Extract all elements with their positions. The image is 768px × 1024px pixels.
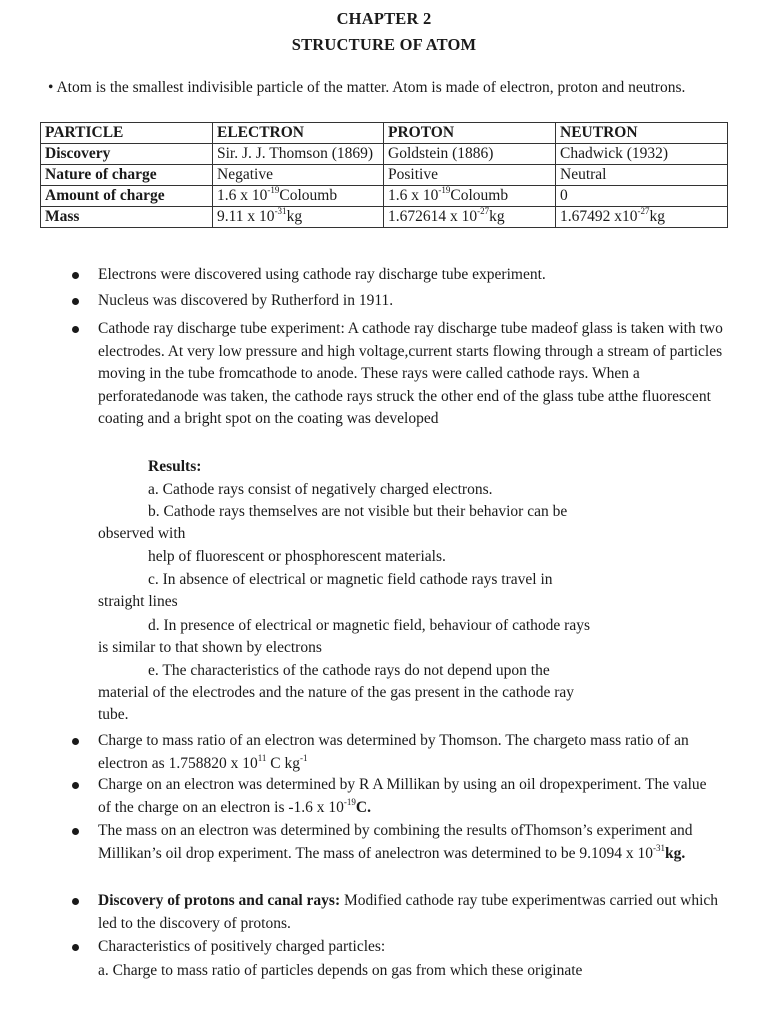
header-particle: PARTICLE bbox=[41, 123, 213, 144]
header-electron: ELECTRON bbox=[213, 123, 384, 144]
value-base: 9.11 x 10 bbox=[217, 208, 275, 225]
bullet-dot bbox=[72, 944, 79, 951]
row-label: Amount of charge bbox=[41, 186, 213, 207]
cell-proton-amount bbox=[384, 186, 556, 207]
characteristic-a: a. Charge to mass ratio of particles depends on gas from which these originate bbox=[98, 962, 583, 979]
bullet-cathode-experiment: Cathode ray discharge tube experiment: A cathode ray discharge tube madeof glass is taken with two electrodes. At very low pressure and high voltage,current starts flowing through a stream of particles moving in the tube fromcathode to anode. These rays were called cathode rays. When a perforatedanode was taken, the cathode rays struck the other end of the glass tube atthe fluorescent coating and a bright spot on the coating was developed bbox=[98, 320, 723, 427]
table-header-row bbox=[41, 123, 728, 144]
table-row-nature bbox=[41, 165, 728, 186]
cell-neutron-discovery: Chadwick (1932) bbox=[556, 144, 728, 165]
row-label: Discovery bbox=[41, 144, 213, 165]
result-b-line2: observed with bbox=[98, 525, 186, 542]
value-base: 1.672614 x 10 bbox=[388, 208, 478, 225]
cell-proton-discovery: Goldstein (1886) bbox=[384, 144, 556, 165]
bullet-nucleus-discovery: Nucleus was discovered by Rutherford in 1911. bbox=[98, 292, 394, 309]
row-label: Nature of charge bbox=[41, 165, 213, 186]
value-exponent: -27 bbox=[637, 206, 650, 216]
bullet-dot bbox=[72, 272, 79, 279]
result-c-line1: c. In absence of electrical or magnetic field cathode rays travel in bbox=[148, 571, 553, 588]
cell-electron-nature: Negative bbox=[213, 165, 384, 186]
value-unit: kg bbox=[489, 208, 505, 225]
particle-table bbox=[40, 122, 728, 228]
result-c-line2: straight lines bbox=[98, 593, 178, 610]
result-a: a. Cathode rays consist of negatively charged electrons. bbox=[148, 481, 493, 498]
value-exponent: -19 bbox=[267, 185, 280, 195]
value-base: 1.67492 x10 bbox=[560, 208, 638, 225]
bullet-electron-discovery: Electrons were discovered using cathode ray discharge tube experiment. bbox=[98, 266, 546, 283]
bullet-dot bbox=[72, 738, 79, 745]
cell-neutron-mass bbox=[556, 207, 728, 228]
cell-electron-discovery: Sir. J. J. Thomson (1869) bbox=[213, 144, 384, 165]
table-row-amount bbox=[41, 186, 728, 207]
value-exponent: -19 bbox=[438, 185, 451, 195]
bullet-electron-mass: The mass on an electron was determined by combining the results ofThomson’s experiment and Millikan’s oil drop experiment. The mass of anelectron was determined to be 9.1094 x $10^{-31}kg$. bbox=[98, 822, 693, 862]
value-unit: kg bbox=[286, 208, 303, 225]
bullet-positive-particles: Characteristics of positively charged particles: bbox=[98, 938, 386, 955]
intro-paragraph: • Atom is the smallest indivisible particle of the matter. Atom is made of electron, proton and neutrons. bbox=[48, 79, 686, 96]
cell-electron-mass bbox=[213, 207, 384, 228]
results-heading: Results: bbox=[148, 458, 202, 475]
value-unit: Coloumb bbox=[450, 187, 509, 204]
bullet-thomson-ratio: Charge to mass ratio of an electron was determined by Thomson. The chargeto mass ratio of an electron as 1.758820 x $10^{11}$ C $kg^{-1}$ bbox=[98, 732, 689, 772]
value-unit: kg bbox=[649, 208, 665, 225]
header-proton: PROTON bbox=[384, 123, 556, 144]
chapter-title: STRUCTURE OF ATOM bbox=[291, 35, 477, 54]
result-e-line3: tube. bbox=[98, 706, 129, 723]
row-label: Mass bbox=[41, 207, 213, 228]
bullet-protons-canal-rays: Discovery of protons and canal rays: Modified cathode ray tube experimentwas carried out which led to the discovery of protons. bbox=[98, 892, 719, 932]
cell-proton-mass bbox=[384, 207, 556, 228]
value-base: 1.6 x 10 bbox=[217, 187, 268, 204]
cell-neutron-nature: Neutral bbox=[556, 165, 728, 186]
bullet-dot bbox=[72, 326, 79, 333]
bullet-dot bbox=[72, 828, 79, 835]
value-exponent: -31 bbox=[274, 206, 287, 216]
bullet-dot bbox=[72, 298, 79, 305]
result-e-line2: material of the electrodes and the nature of the gas present in the cathode ray bbox=[98, 684, 574, 701]
chapter-number: CHAPTER 2 bbox=[336, 9, 432, 28]
bullet-dot bbox=[72, 782, 79, 789]
table-row-mass bbox=[41, 207, 728, 228]
value-base: 1.6 x 10 bbox=[388, 187, 439, 204]
table-row-discovery bbox=[41, 144, 728, 165]
value-unit: Coloumb bbox=[279, 187, 338, 204]
cell-electron-amount bbox=[213, 186, 384, 207]
bullet-millikan-charge: Charge on an electron was determined by R A Millikan by using an oil dropexperiment. The value of the charge on an electron is -1.6 x $10^{-19}C$. bbox=[98, 776, 707, 816]
result-b-line3: help of fluorescent or phosphorescent materials. bbox=[148, 548, 446, 565]
header-neutron: NEUTRON bbox=[556, 123, 728, 144]
cell-neutron-amount: 0 bbox=[556, 186, 728, 207]
value-exponent: -27 bbox=[477, 206, 490, 216]
result-e-line1: e. The characteristics of the cathode rays do not depend upon the bbox=[148, 662, 550, 679]
result-d-line1: d. In presence of electrical or magnetic field, behaviour of cathode rays bbox=[148, 617, 590, 634]
cell-proton-nature: Positive bbox=[384, 165, 556, 186]
bullet-dot bbox=[72, 898, 79, 905]
result-b-line1: b. Cathode rays themselves are not visible but their behavior can be bbox=[148, 503, 568, 520]
result-d-line2: is similar to that shown by electrons bbox=[98, 639, 322, 656]
